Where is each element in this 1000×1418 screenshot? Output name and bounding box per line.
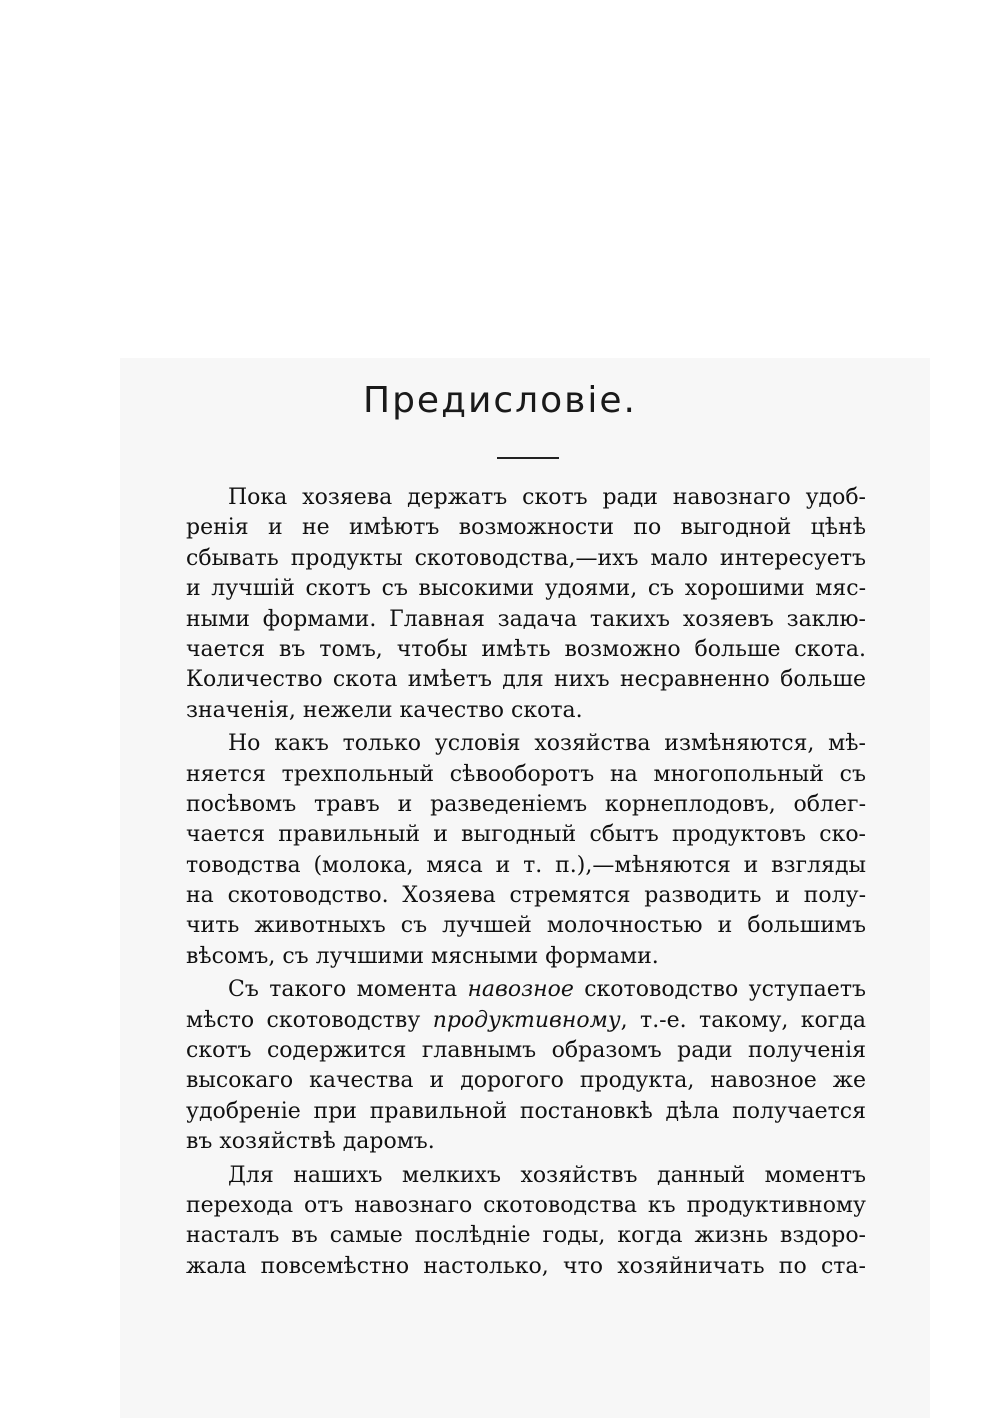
paragraph-2: [186, 729, 866, 972]
text-span: Съ такого момента: [228, 977, 468, 1003]
text-span: , т.-е. такому, когда: [620, 1007, 866, 1033]
text-line: ренія и не имѣютъ возможности по выгодной цѣнѣ: [186, 515, 866, 541]
paragraph-1: [186, 483, 866, 726]
text-line: посѣвомъ травъ и разведеніемъ корнеплодовъ, облег-: [186, 791, 866, 817]
paragraph-3: [186, 975, 866, 1157]
text-line: значенія, нежели качество скота.: [186, 697, 583, 723]
text-line: высокаго качества и дорогого продукта, навозное же: [186, 1068, 866, 1094]
text-line: удобреніе при правильной постановкѣ дѣла получается: [186, 1098, 866, 1124]
text-line: [186, 975, 866, 1005]
text-line: [186, 1006, 866, 1036]
text-line: Для нашихъ мелкихъ хозяйствъ данный моментъ: [228, 1162, 866, 1188]
italic-term: продуктивному: [432, 1007, 621, 1033]
text-line: сбывать продукты скотоводства,—ихъ мало интересуетъ: [186, 545, 866, 571]
text-line: Но какъ только условія хозяйства измѣняются, мѣ-: [228, 731, 866, 757]
text-line: и лучшій скотъ съ высокими удоями, съ хорошими мяс-: [186, 576, 866, 602]
text-line: Количество скота имѣетъ для нихъ несравненно больше: [186, 667, 866, 693]
text-line: въ хозяйствѣ даромъ.: [186, 1129, 435, 1155]
text-line: Пока хозяева держатъ скотъ ради навознаго удоб-: [228, 485, 866, 510]
page-title: Предисловіе.: [363, 380, 637, 421]
italic-term: навозное: [467, 977, 574, 1003]
text-line: чается правильный и выгодный сбытъ продуктовъ ско-: [186, 822, 866, 848]
text-line: жала повсемѣстно настолько, что хозяйничать по ста-: [186, 1253, 866, 1279]
text-line: товодства (молока, мяса и т. п.),—мѣняются и взгляды: [186, 852, 866, 878]
text-line: перехода отъ навознаго скотоводства къ продуктивному: [186, 1192, 866, 1218]
title-divider: [497, 457, 559, 459]
text-line: на скотоводство. Хозяева стремятся разводить и полу-: [186, 883, 866, 909]
body-text: [186, 483, 866, 1282]
paragraph-4: [186, 1161, 866, 1283]
text-line: скотъ содержится главнымъ образомъ ради полученія: [186, 1038, 866, 1064]
text-span: мѣсто скотоводству: [186, 1007, 433, 1033]
text-line: ными формами. Главная задача такихъ хозяевъ заклю-: [186, 606, 866, 632]
text-line: чить животныхъ съ лучшей молочностью и большимъ: [186, 913, 866, 939]
text-line: насталъ въ самые послѣдніе годы, когда жизнь вздоро-: [186, 1223, 866, 1249]
text-line: вѣсомъ, съ лучшими мясными формами.: [186, 943, 659, 969]
text-line: чается въ томъ, чтобы имѣть возможно больше скота.: [186, 636, 866, 662]
text-span: скотоводство уступаетъ: [573, 977, 866, 1003]
text-line: няется трехпольный сѣвооборотъ на многопольный съ: [186, 761, 866, 787]
